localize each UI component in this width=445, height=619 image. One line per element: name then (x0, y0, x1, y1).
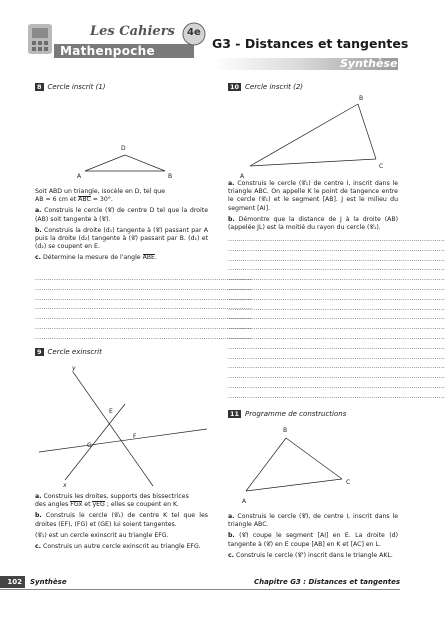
ex9-qa2mid: et (84, 501, 91, 509)
ex10-title: Cercle inscrit (2) (245, 83, 304, 91)
section-label: Synthèse (340, 57, 398, 70)
ex10-qb-label: b. (228, 215, 235, 223)
ex9-qa2b: ; elles se coupent en K. (106, 501, 179, 509)
ex9-point-y: y (72, 365, 76, 372)
ex8-qc-label: c. (35, 254, 42, 262)
ex8-qc: Détermine la mesure de l'angle (43, 254, 141, 262)
ex8-point-d: D (121, 145, 126, 152)
answer-line[interactable]: ....................................................................................................... (35, 323, 253, 331)
ex9-title: Cercle exinscrit (47, 348, 102, 356)
ex9-qb-label: b. (35, 512, 42, 520)
ex9-qa-angle1: FGx (70, 501, 83, 509)
ex11-point-c: C (346, 479, 351, 486)
ex8-point-a: A (77, 173, 82, 180)
ex10-text (228, 180, 398, 235)
answer-line[interactable]: ....................................................................................................... (35, 304, 253, 312)
ex9-qc: Construis un autre cercle exinscrit au triangle EFG. (43, 543, 201, 551)
ex11-qc-label: c. (228, 551, 235, 559)
answer-line[interactable]: ....................................................................................................... (228, 343, 445, 351)
ex11-point-b: B (283, 427, 288, 434)
footer-left: Synthèse (30, 578, 67, 586)
ex9-point-g: G (87, 442, 92, 449)
ex11-title: Programme de constructions (245, 410, 347, 418)
ex8-qb: Construis la droite (d₁) tangente à (𝒞) passant par A puis la droite (d₂) tangente à (𝒞) passant par B. (d₁) et (d₂) se coupent en E. (35, 226, 208, 251)
answer-line[interactable]: ....................................................................................................... (228, 275, 445, 283)
answer-line[interactable]: ....................................................................................................... (228, 245, 445, 253)
brand-logo (26, 18, 206, 64)
ex10-answer-lines[interactable] (228, 235, 445, 402)
ex9-text (35, 493, 208, 554)
ex10-point-a: A (240, 173, 245, 180)
ex9-qb2: (𝒞₁) est un cercle exinscrit au triangle EFG. (35, 531, 169, 539)
answer-line[interactable]: ....................................................................................................... (228, 304, 445, 312)
ex11-qc: Construis le cercle (𝒞') inscrit dans le triangle AKL. (236, 551, 393, 559)
ex10-qa: Construis le cercle (𝒞₁) de centre I, inscrit dans le triangle ABC. On appelle K le point de tangence entre le cercle (𝒞₁) et le segment [AB]. J est le milieu du segment [AI]. (228, 180, 399, 212)
answer-line[interactable]: ....................................................................................................... (228, 373, 445, 381)
ex10-point-c: C (379, 163, 384, 170)
answer-line[interactable]: ....................................................................................................... (228, 333, 445, 341)
ex8-intro2a: AB = 6 cm et (35, 196, 77, 204)
answer-line[interactable]: ....................................................................................................... (35, 294, 253, 302)
answer-line[interactable]: ....................................................................................................... (228, 324, 445, 332)
grade-badge: 4e (187, 27, 201, 38)
footer-right: Chapitre G3 : Distances et tangentes (253, 578, 400, 586)
ex8-intro1: Soit ABD un triangle, isocèle en D, tel que (35, 188, 166, 195)
answer-line[interactable]: ....................................................................................................... (228, 392, 445, 400)
ex8-intro2-angle: ABC (78, 196, 91, 204)
ex10-point-b: B (359, 95, 364, 102)
brand-top: Les Cahiers (90, 24, 175, 39)
ex11-qa-label: a. (228, 513, 235, 520)
answer-line[interactable]: ....................................................................................................... (228, 314, 445, 322)
ex8-qa: Construis le cercle (𝒞) de centre D tel que la droite (AB) soit tangente à (𝒞). (35, 207, 208, 223)
page-number: 102 (0, 576, 25, 588)
answer-line[interactable]: ....................................................................................................... (228, 353, 445, 361)
ex11-qb-label: b. (228, 532, 235, 540)
ex11-qb: (𝒞) coupe le segment [AI] en E. La droite (d) tangente à (𝒞) en E coupe [AB] en K et [AC] en L. (228, 532, 399, 548)
answer-line[interactable]: ....................................................................................................... (35, 284, 253, 292)
ex9-number: 9 (37, 348, 42, 356)
answer-line[interactable]: ....................................................................................................... (228, 255, 445, 263)
ex8-qa-label: a. (35, 207, 42, 215)
ex9-point-f: F (133, 433, 137, 440)
ex9-header (35, 348, 102, 356)
answer-line[interactable]: ....................................................................................................... (228, 265, 445, 273)
answer-line[interactable]: ....................................................................................................... (35, 333, 253, 341)
ex9-qa-label: a. (35, 493, 42, 500)
ex8-figure (35, 140, 210, 185)
answer-line[interactable]: ....................................................................................................... (228, 363, 445, 371)
ex8-answer-lines[interactable] (35, 274, 253, 343)
ex8-text (35, 188, 208, 266)
ex8-qb-label: b. (35, 226, 42, 234)
ex10-number: 10 (230, 83, 240, 91)
answer-line[interactable]: ....................................................................................................... (228, 284, 445, 292)
footer-divider (0, 589, 400, 590)
ex9-qb: Construis le cercle (𝒞₁) de centre K tel que les droites (EF), (FG) et (GE) lui soient tangentes. (35, 512, 208, 528)
ex11-text (228, 513, 398, 563)
ex8-number: 8 (37, 83, 42, 91)
answer-line[interactable]: ....................................................................................................... (228, 382, 445, 390)
ex9-qa-angle2: yEG (92, 501, 105, 509)
ex9-figure (35, 360, 210, 490)
answer-line[interactable]: ....................................................................................................... (35, 275, 253, 282)
ex10-qb: Démontre que la distance de J à la droite (AB) (appelée JL) est la moitié du rayon du cercle (𝒞₁). (228, 215, 399, 232)
ex11-number: 11 (230, 410, 240, 418)
brand-main: Mathenpoche (60, 44, 155, 58)
ex10-qa-label: a. (228, 180, 235, 187)
ex10-figure (228, 90, 400, 180)
ex11-point-a: A (242, 498, 247, 505)
answer-line[interactable]: ....................................................................................................... (35, 314, 253, 322)
ex9-qc-label: c. (35, 543, 42, 551)
ex8-point-b: B (168, 173, 173, 180)
ex8-title: Cercle inscrit (1) (47, 83, 106, 91)
ex11-header (228, 410, 346, 418)
ex11-qa: Construis le cercle (𝒞), de centre I, inscrit dans le triangle ABC. (228, 513, 398, 529)
ex9-qa2a: des angles (35, 501, 69, 509)
ex8-qc-angle: ABE (142, 254, 155, 262)
ex11-figure (228, 420, 400, 510)
answer-line[interactable]: ....................................................................................................... (228, 236, 445, 243)
answer-line[interactable]: ....................................................................................................... (228, 294, 445, 302)
ex8-intro2b: = 30°. (92, 196, 113, 204)
ex8-qc-end: . (154, 254, 157, 262)
ex9-point-x: x (63, 482, 67, 489)
ex9-point-e: E (109, 408, 113, 415)
ex9-qa1: Construis les droites, supports des bissectrices (43, 493, 189, 500)
page-title: G3 - Distances et tangentes (212, 36, 409, 51)
ex8-header (35, 83, 106, 91)
